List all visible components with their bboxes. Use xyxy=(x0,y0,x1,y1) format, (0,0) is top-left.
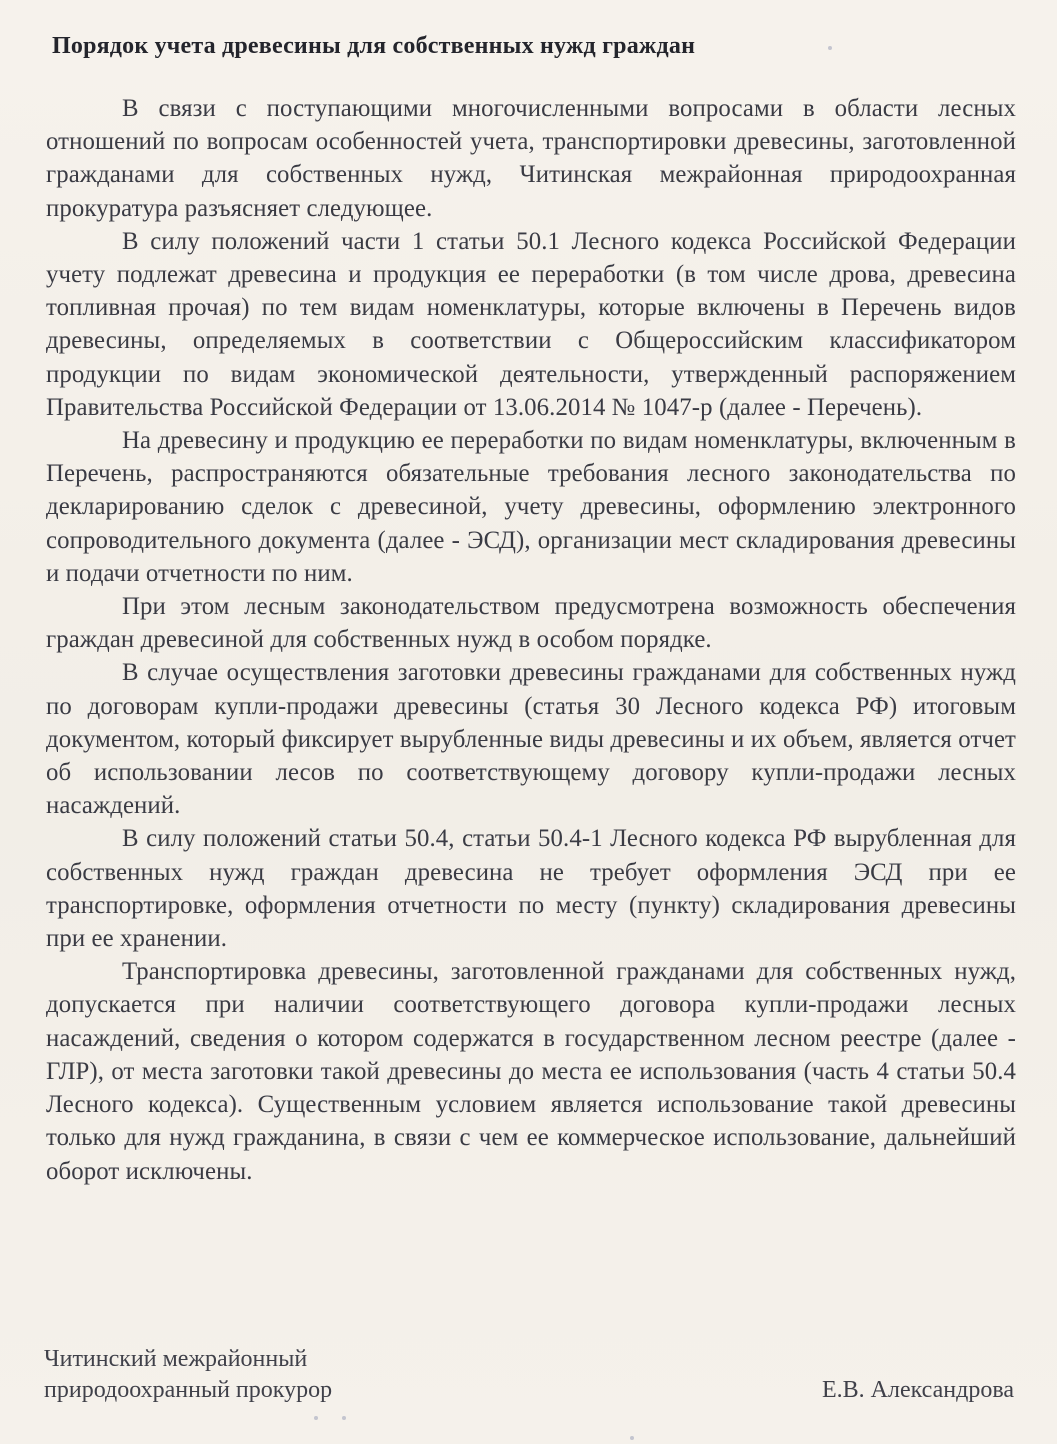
paragraph-7: Транспортировка древесины, заготовленной гражданами для собственных нужд, допускается при наличии соответствующего договора купли-продажи лесных насаждений, сведения о котором содержатся в государственном лесном реестре (далее - ГЛР), от места заготовки такой древесины до места ее использования (часть 4 статьи 50.4 Лесного кодекса). Существенным условием является использование такой древесины только для нужд гражданина, в связи с чем ее коммерческое использование, дальнейший оборот исключены. xyxy=(46,958,1016,1185)
scan-speck xyxy=(314,1416,318,1420)
scan-speck xyxy=(630,1436,634,1440)
document-body xyxy=(46,92,1016,1188)
paragraph-4: При этом лесным законодательством предусмотрена возможность обеспечения граждан древесиной для собственных нужд в особом порядке. xyxy=(46,593,1016,654)
scan-speck xyxy=(828,46,832,50)
paragraph-3: На древесину и продукцию ее переработки по видам номенклатуры, включенным в Перечень, распространяются обязательные требования лесного законодательства по декларированию сделок с древесиной, учету древесины, оформлению электронного сопроводительного документа (далее - ЭСД), организации мест складирования древесины и подачи отчетности по ним. xyxy=(46,427,1016,587)
signer-name: Е.В. Александрова xyxy=(821,1377,1014,1403)
signer-position-line-1: Читинский межрайонный xyxy=(44,1346,308,1372)
signer-position xyxy=(44,1344,464,1406)
paragraph-2: В силу положений части 1 статьи 50.1 Лесного кодекса Российской Федерации учету подлежат древесина и продукция ее переработки (в том числе дрова, древесина топливная прочая) по тем видам номенклатуры, которые включены в Перечень видов древесины, определяемых в соответствии с Общероссийским классификатором продукции по видам экономической деятельности, утвержденный распоряжением Правительства Российской Федерации от 13.06.2014 № 1047-р (далее - Перечень). xyxy=(46,227,1016,421)
signer-position-line-2: природоохранный прокурор xyxy=(44,1377,333,1403)
paragraph-6: В силу положений статьи 50.4, статьи 50.4-1 Лесного кодекса РФ вырубленная для собственных нужд граждан древесина не требует оформления ЭСД при ее транспортировке, оформления отчетности по месту (пункту) складирования древесины при ее хранении. xyxy=(46,825,1016,953)
scan-speck xyxy=(342,1416,346,1420)
document-title: Порядок учета древесины для собственных нужд граждан xyxy=(52,33,696,59)
paragraph-1: В связи с поступающими многочисленными вопросами в области лесных отношений по вопросам особенностей учета, транспортировки древесины, заготовленной гражданами для собственных нужд, Читинская межрайонная природоохранная прокуратура разъясняет следующее. xyxy=(46,95,1016,222)
paragraph-5: В случае осуществления заготовки древесины гражданами для собственных нужд по договорам купли-продажи древесины (статья 30 Лесного кодекса РФ) итоговым документом, который фиксирует вырубленные виды древесины и их объем, является отчет об использовании лесов по соответствующему договору купли-продажи лесных насаждений. xyxy=(46,659,1016,820)
document-content xyxy=(46,30,1016,1188)
